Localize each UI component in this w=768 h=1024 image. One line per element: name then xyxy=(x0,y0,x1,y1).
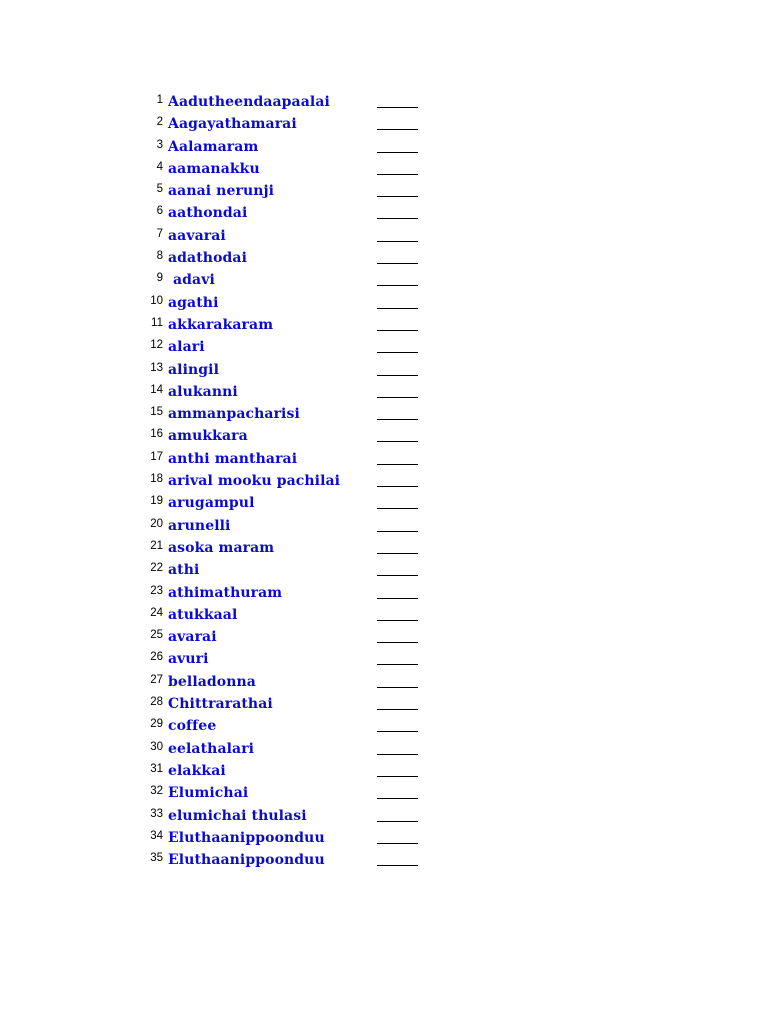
list-item xyxy=(140,202,430,224)
item-number: 30 xyxy=(150,740,163,753)
plant-name: eelathalari xyxy=(168,740,255,757)
list-item xyxy=(140,180,430,202)
list-item xyxy=(140,247,430,269)
list-item xyxy=(140,671,430,693)
answer-blank-line xyxy=(377,464,418,465)
answer-blank-line xyxy=(377,218,418,219)
item-number: 13 xyxy=(150,361,163,374)
answer-blank-line xyxy=(377,419,418,420)
item-number: 22 xyxy=(150,562,163,575)
answer-blank-line xyxy=(377,352,418,353)
answer-blank-line xyxy=(377,375,418,376)
answer-blank-line xyxy=(377,263,418,264)
plant-name: aathondai xyxy=(168,205,248,222)
plant-name: Aadutheendaapaalai xyxy=(168,94,330,110)
list-item xyxy=(140,827,430,849)
plant-name: Eluthaanippoonduu xyxy=(168,852,325,869)
list-item xyxy=(140,381,430,403)
plant-name: Chittrarathai xyxy=(168,696,273,713)
plant-name: Aagayathamarai xyxy=(168,116,297,133)
plant-name: Elumichai xyxy=(168,785,249,802)
list-item xyxy=(140,470,430,492)
answer-blank-line xyxy=(377,308,418,309)
plant-name: adavi xyxy=(168,272,215,289)
plant-name: alari xyxy=(168,339,205,356)
item-number: 14 xyxy=(150,383,163,396)
list-item xyxy=(140,604,430,626)
answer-blank-line xyxy=(377,687,418,688)
plant-name: elakkai xyxy=(168,762,226,779)
plant-name: athimathuram xyxy=(168,584,283,601)
item-number: 3 xyxy=(156,138,163,151)
plant-name: akkarakaram xyxy=(168,316,274,333)
plant-name: arugampul xyxy=(168,495,255,512)
plant-name: aamanakku xyxy=(168,160,260,177)
item-number: 32 xyxy=(150,785,163,798)
item-number: 26 xyxy=(150,651,163,664)
plant-name: agathi xyxy=(168,294,219,311)
plant-name: elumichai thulasi xyxy=(168,807,307,824)
answer-blank-line xyxy=(377,798,418,799)
item-number: 34 xyxy=(150,829,163,842)
plant-name: athi xyxy=(168,562,200,579)
item-number: 9 xyxy=(156,272,163,285)
plant-name: anthi mantharai xyxy=(168,450,298,467)
list-item xyxy=(140,425,430,447)
list-item xyxy=(140,760,430,782)
plant-name: Aalamaram xyxy=(168,138,259,155)
list-item xyxy=(140,805,430,827)
item-number: 8 xyxy=(156,250,163,263)
item-number: 27 xyxy=(150,673,163,686)
item-number: 24 xyxy=(150,606,163,619)
item-number: 21 xyxy=(150,539,163,552)
item-number: 25 xyxy=(150,629,163,642)
list-item xyxy=(140,269,430,291)
item-number: 7 xyxy=(156,227,163,240)
answer-blank-line xyxy=(377,531,418,532)
answer-blank-line xyxy=(377,754,418,755)
answer-blank-line xyxy=(377,553,418,554)
item-number: 20 xyxy=(150,517,163,530)
plant-name: amukkara xyxy=(168,428,248,445)
answer-blank-line xyxy=(377,642,418,643)
list-item xyxy=(140,537,430,559)
answer-blank-line xyxy=(377,821,418,822)
list-item xyxy=(140,113,430,135)
list-item xyxy=(140,158,430,180)
plant-name: aanai nerunji xyxy=(168,183,275,200)
answer-blank-line xyxy=(377,508,418,509)
plant-name: Eluthaanippoonduu xyxy=(168,829,325,846)
answer-blank-line xyxy=(377,731,418,732)
answer-blank-line xyxy=(377,241,418,242)
item-number: 10 xyxy=(150,294,163,307)
plant-name: ammanpacharisi xyxy=(168,406,300,423)
plant-name: coffee xyxy=(168,718,217,735)
item-number: 28 xyxy=(150,696,163,709)
item-number: 31 xyxy=(150,762,163,775)
answer-blank-line xyxy=(377,441,418,442)
answer-blank-line xyxy=(377,330,418,331)
item-number: 35 xyxy=(150,852,163,865)
plant-name: asoka maram xyxy=(168,539,275,556)
list-item xyxy=(140,648,430,670)
answer-blank-line xyxy=(377,107,418,108)
answer-blank-line xyxy=(377,776,418,777)
list-item xyxy=(140,715,430,737)
plant-name: avuri xyxy=(168,651,209,668)
plant-name: arival mooku pachilai xyxy=(168,473,341,490)
plant-name: aavarai xyxy=(168,227,226,244)
item-number: 11 xyxy=(151,316,163,329)
list-item xyxy=(140,314,430,336)
answer-blank-line xyxy=(377,620,418,621)
list-item xyxy=(140,492,430,514)
answer-blank-line xyxy=(377,709,418,710)
list-item xyxy=(140,91,430,113)
answer-blank-line xyxy=(377,397,418,398)
plant-name: avarai xyxy=(168,629,217,646)
list-item xyxy=(140,448,430,470)
plant-name-list xyxy=(140,91,430,871)
plant-name: atukkaal xyxy=(168,606,238,623)
list-item xyxy=(140,782,430,804)
answer-blank-line xyxy=(377,152,418,153)
list-item xyxy=(140,626,430,648)
list-item xyxy=(140,136,430,158)
item-number: 4 xyxy=(156,160,163,173)
item-number: 19 xyxy=(150,495,163,508)
answer-blank-line xyxy=(377,285,418,286)
list-item xyxy=(140,849,430,871)
list-item xyxy=(140,225,430,247)
plant-name: alingil xyxy=(168,361,220,378)
plant-name: belladonna xyxy=(168,673,256,690)
list-item xyxy=(140,693,430,715)
list-item xyxy=(140,403,430,425)
list-item xyxy=(140,292,430,314)
item-number: 18 xyxy=(150,473,163,486)
item-number: 17 xyxy=(150,450,163,463)
item-number: 23 xyxy=(150,584,163,597)
item-number: 1 xyxy=(156,94,163,106)
answer-blank-line xyxy=(377,174,418,175)
list-item xyxy=(140,582,430,604)
list-item xyxy=(140,738,430,760)
item-number: 6 xyxy=(156,205,163,218)
answer-blank-line xyxy=(377,843,418,844)
item-number: 2 xyxy=(156,116,163,129)
item-number: 33 xyxy=(150,807,163,820)
plant-name: arunelli xyxy=(168,517,231,534)
list-item xyxy=(140,359,430,381)
answer-blank-line xyxy=(377,129,418,130)
plant-name: alukanni xyxy=(168,383,238,400)
answer-blank-line xyxy=(377,575,418,576)
answer-blank-line xyxy=(377,196,418,197)
item-number: 5 xyxy=(156,183,163,196)
list-item xyxy=(140,515,430,537)
item-number: 29 xyxy=(150,718,163,731)
item-number: 12 xyxy=(150,339,163,352)
answer-blank-line xyxy=(377,865,418,866)
list-item xyxy=(140,559,430,581)
item-number: 15 xyxy=(150,406,163,419)
answer-blank-line xyxy=(377,486,418,487)
plant-name: adathodai xyxy=(168,250,247,267)
answer-blank-line xyxy=(377,598,418,599)
answer-blank-line xyxy=(377,664,418,665)
item-number: 16 xyxy=(150,428,163,441)
list-item xyxy=(140,336,430,358)
